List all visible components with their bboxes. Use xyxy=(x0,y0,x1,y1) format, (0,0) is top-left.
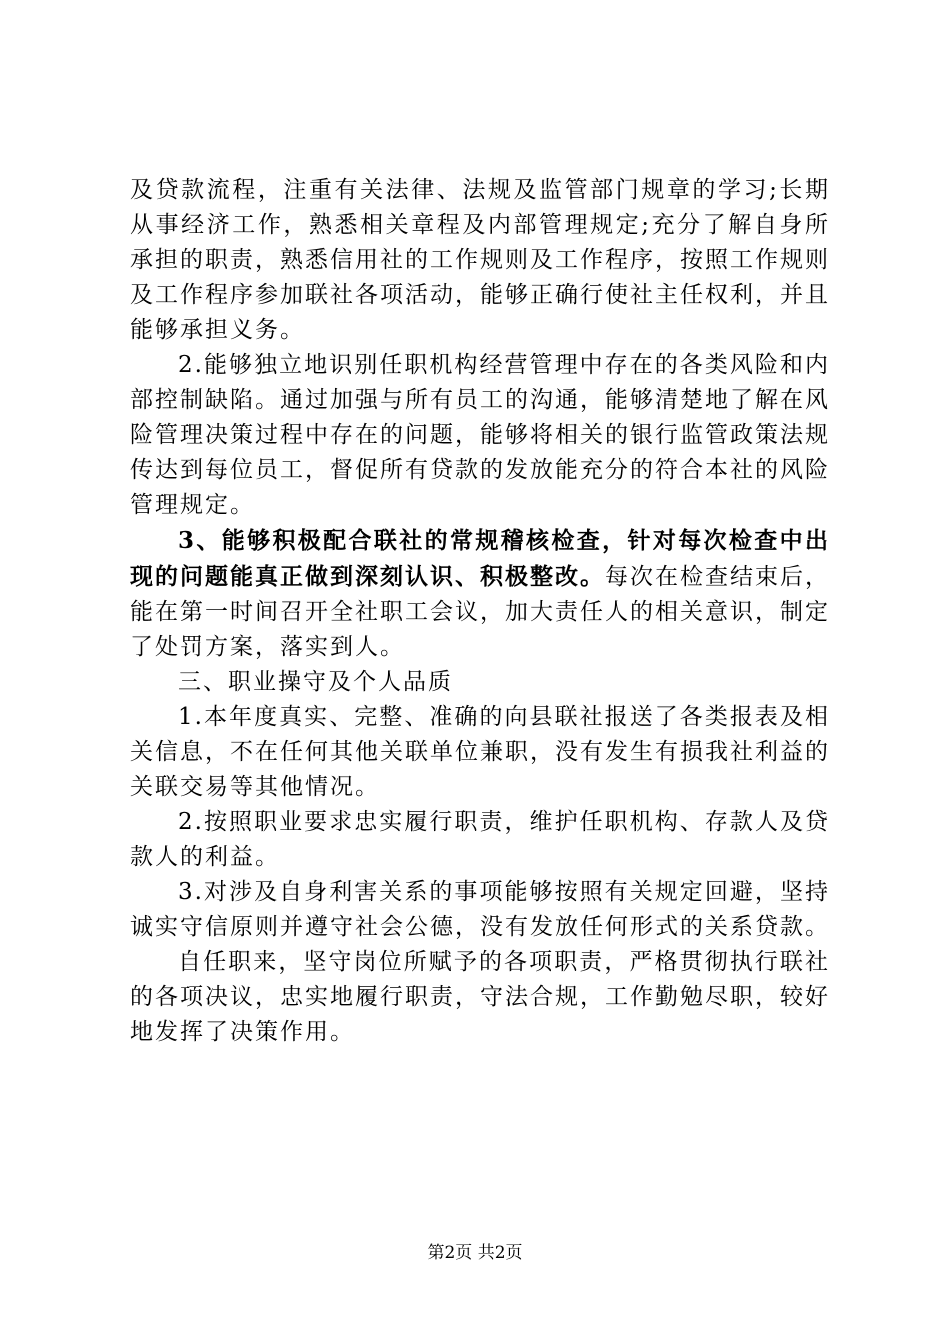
section-heading-text: 三、职业操守及个人品质 xyxy=(178,669,453,695)
paragraph-text: 自任职来，坚守岗位所赋予的各项职责，严格贯彻执行联社的各项决议，忠实地履行职责，守法合规，工作勤勉尽职，较好地发挥了决策作用。 xyxy=(130,949,830,1045)
paragraph-ethics-2 xyxy=(130,805,830,875)
paragraph-text: 每次在检查结束后，能在第一时间召开全社职工会议，加大责任人的相关意识，制定了处罚方案，落实到人。 xyxy=(130,564,830,660)
paragraph-ethics-1 xyxy=(130,700,830,805)
section-heading xyxy=(130,665,830,700)
paragraph-item-2 xyxy=(130,348,830,523)
paragraph-text: 2.能够独立地识别任职机构经营管理中存在的各类风险和内部控制缺陷。通过加强与所有员工的沟通，能够清楚地了解在风险管理决策过程中存在的问题，能够将相关的银行监管政策法规传达到每位员工，督促所有贷款的发放能充分的符合本社的风险管理规定。 xyxy=(130,352,830,518)
paragraph-text: 3.对涉及自身利害关系的事项能够按照有关规定回避，坚持诚实守信原则并遵守社会公德，没有发放任何形式的关系贷款。 xyxy=(130,879,830,940)
paragraph-text: 及贷款流程，注重有关法律、法规及监管部门规章的学习;长期从事经济工作，熟悉相关章程及内部管理规定;充分了解自身所承担的职责，熟悉信用社的工作规则及工作程序，按照工作规则及工作程序参加联社各项活动，能够正确行使社主任权利，并且能够承担义务。 xyxy=(130,177,830,343)
paragraph-ethics-3 xyxy=(130,875,830,945)
paragraph-continuation xyxy=(130,173,830,348)
paragraph-conclusion xyxy=(130,945,830,1050)
page-number-label: 第2页 共2页 xyxy=(427,1243,523,1263)
document-body xyxy=(130,173,830,1050)
page-footer xyxy=(0,1241,950,1265)
paragraph-text: 1.本年度真实、完整、准确的向县联社报送了各类报表及相关信息，不在任何其他关联单位兼职，没有发生有损我社利益的关联交易等其他情况。 xyxy=(130,704,830,800)
paragraph-item-3 xyxy=(130,523,830,665)
paragraph-text: 2.按照职业要求忠实履行职责，维护任职机构、存款人及贷款人的利益。 xyxy=(130,809,830,870)
paragraph-bold-lead: 3、能够积极配合联社的常规稽核检查，针对每次检查中出现的问题能真正做到深刻认识、积极整改。 xyxy=(130,527,830,590)
